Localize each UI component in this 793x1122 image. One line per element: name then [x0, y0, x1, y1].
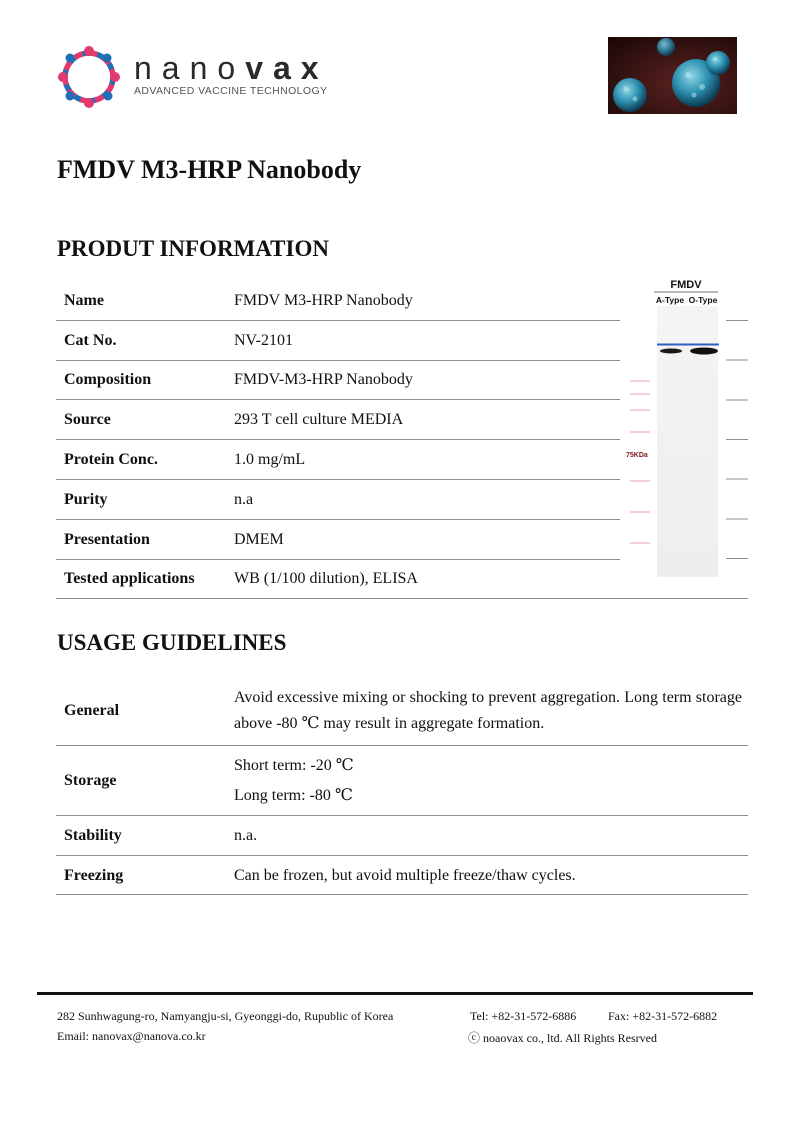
- info-label: Cat No.: [64, 331, 117, 349]
- info-label: Protein Conc.: [64, 451, 158, 469]
- virus-illustration: [608, 37, 737, 114]
- info-label: Purity: [64, 490, 108, 508]
- usage-row-general: [56, 676, 748, 746]
- freezing-text: Can be frozen, but avoid multiple freeze/thaw cycles.: [234, 866, 576, 884]
- usage-label: Stability: [64, 827, 122, 844]
- product-information-heading: PRODUT INFORMATION: [57, 236, 329, 261]
- footer-fax: Fax: +82-31-572-6882: [608, 1009, 718, 1023]
- usage-guidelines-table: [56, 676, 748, 895]
- copyright-icon: ⓒ: [468, 1031, 481, 1045]
- footer-rule: [37, 992, 753, 995]
- blot-lane-a-label: A-Type: [655, 295, 685, 305]
- usage-label: Freezing: [64, 866, 124, 884]
- info-value: FMDV M3-HRP Nanobody: [234, 291, 413, 309]
- info-value: WB (1/100 dilution), ELISA: [234, 570, 418, 588]
- info-value: DMEM: [234, 530, 284, 548]
- info-label: Source: [64, 411, 111, 429]
- info-value: NV-2101: [234, 331, 293, 349]
- stability-text: n.a.: [234, 827, 258, 844]
- usage-value: [234, 676, 742, 746]
- row-divider: [56, 894, 748, 895]
- info-label: Tested applications: [64, 570, 195, 588]
- document-title: FMDV M3-HRP Nanobody: [57, 155, 362, 184]
- row-divider: [56, 598, 748, 599]
- usage-label: Storage: [64, 772, 117, 789]
- western-blot-image: [620, 270, 748, 590]
- usage-row-storage: [56, 746, 748, 816]
- info-label: Composition: [64, 371, 152, 389]
- copyright-text: noaovax co., ltd. All Rights Resrved: [483, 1031, 657, 1045]
- brand-tagline: ADVANCED VACCINE TECHNOLOGY: [134, 85, 328, 97]
- info-value: n.a: [234, 490, 254, 508]
- footer-tel: Tel: +82-31-572-6886: [470, 1009, 577, 1023]
- info-label: Presentation: [64, 530, 150, 548]
- blot-title: FMDV: [670, 279, 702, 291]
- brand-name: [134, 50, 329, 86]
- info-label: Name: [64, 291, 104, 309]
- info-value: FMDV-M3-HRP Nanobody: [234, 371, 413, 389]
- usage-value: [234, 816, 742, 856]
- storage-short-term: Short term: -20 ℃: [234, 757, 354, 774]
- footer-email: Email: nanovax@nanova.co.kr: [57, 1029, 206, 1043]
- usage-row-stability: [56, 816, 748, 856]
- brand-name-light: nano: [134, 50, 246, 86]
- blot-marker-label: 75KDa: [626, 452, 648, 459]
- usage-value: [234, 856, 742, 895]
- usage-label: General: [64, 702, 120, 719]
- usage-row-freezing: [56, 856, 748, 895]
- general-text: Avoid excessive mixing or shocking to prevent aggregation. Long term storage above -80 ℃ may result in aggregate formation.: [234, 689, 742, 732]
- footer-copyright: [468, 1029, 657, 1046]
- brand-name-bold: vax: [245, 50, 329, 86]
- info-value: 293 T cell culture MEDIA: [234, 411, 404, 429]
- storage-long-term: Long term: -80 ℃: [234, 787, 353, 804]
- usage-guidelines-heading: USAGE GUIDELINES: [57, 630, 287, 655]
- blot-lane-o-label: O-Type: [688, 295, 718, 305]
- nanovax-logo-mark: [56, 44, 122, 110]
- info-value: 1.0 mg/mL: [234, 451, 306, 469]
- usage-value: [234, 746, 742, 816]
- footer-address: 282 Sunhwagung-ro, Namyangju-si, Gyeonggi-do, Rupublic of Korea: [57, 1009, 394, 1023]
